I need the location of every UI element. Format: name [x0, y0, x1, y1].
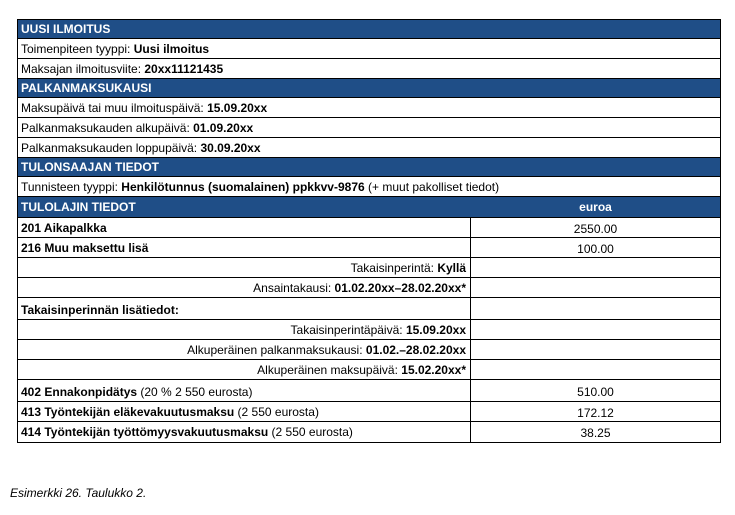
identifier-type-row [18, 177, 720, 197]
income-row-402 [18, 380, 720, 402]
income-amount-402: 510.00 [577, 385, 614, 399]
section-header-pay-period: PALKANMAKSUKAUSI [18, 79, 720, 98]
action-type-label: Toimenpiteen tyyppi: [21, 42, 134, 56]
income-code-216: 216 Muu maksettu lisä [21, 241, 149, 255]
income-amount-413: 172.12 [577, 406, 614, 420]
income-amount-216: 100.00 [577, 242, 614, 256]
original-period-value: 01.02.–28.02.20xx [365, 343, 466, 357]
recovery-date-value: 15.09.20xx [405, 323, 466, 337]
income-note-413: (2 550 eurosta) [234, 405, 319, 419]
income-code-414: 414 Työntekijän työttömyysvakuutusmaksu [21, 425, 269, 439]
period-start-row [18, 118, 720, 138]
original-payday-row [18, 360, 720, 380]
income-unit-header: euroa [579, 200, 612, 214]
recovery-value: Kyllä [437, 261, 466, 275]
earning-period-row [18, 278, 720, 298]
payment-date-label: Maksupäivä tai muu ilmoituspäivä: [21, 101, 208, 115]
report-table [17, 19, 721, 443]
period-end-row [18, 138, 720, 158]
income-code-413: 413 Työntekijän eläkevakuutusmaksu [21, 405, 235, 419]
income-note-414: (2 550 eurosta) [268, 425, 353, 439]
identifier-type-label: Tunnisteen tyyppi: [21, 180, 122, 194]
income-row-414 [18, 422, 720, 442]
section-header-recipient: TULONSAAJAN TIEDOT [18, 158, 720, 177]
earning-period-label: Ansaintakausi: [253, 281, 335, 295]
original-payday-label: Alkuperäinen maksupäivä: [257, 363, 402, 377]
payment-date-value: 15.09.20xx [207, 101, 268, 115]
income-row-201 [18, 218, 720, 238]
period-end-value: 30.09.20xx [200, 141, 261, 155]
original-period-row [18, 340, 720, 360]
recovery-details-title-row [18, 298, 720, 320]
income-type-title: TULOLAJIN TIEDOT [21, 200, 136, 214]
income-code-201: 201 Aikapalkka [21, 221, 107, 235]
payer-reference-row [18, 59, 720, 79]
period-end-label: Palkanmaksukauden loppupäivä: [21, 141, 201, 155]
section-header-new-notice: UUSI ILMOITUS [18, 20, 720, 39]
identifier-type-value: Henkilötunnus (suomalainen) ppkkvv-9876 [121, 180, 365, 194]
recovery-date-label: Takaisinperintäpäivä: [290, 323, 406, 337]
identifier-type-suffix: (+ muut pakolliset tiedot) [364, 180, 500, 194]
income-amount-414: 38.25 [580, 426, 611, 440]
section-header-income-type [18, 197, 720, 218]
period-start-label: Palkanmaksukauden alkupäivä: [21, 121, 194, 135]
recovery-row [18, 258, 720, 278]
income-amount-201: 2550.00 [573, 222, 618, 236]
income-row-216 [18, 238, 720, 258]
period-start-value: 01.09.20xx [193, 121, 254, 135]
action-type-value: Uusi ilmoitus [133, 42, 210, 56]
income-code-402: 402 Ennakonpidätys [21, 385, 138, 399]
earning-period-value: 01.02.20xx–28.02.20xx* [334, 281, 466, 295]
payer-reference-value: 20xx11121435 [144, 62, 224, 76]
income-row-413 [18, 402, 720, 422]
table-caption: Esimerkki 26. Taulukko 2. [10, 486, 147, 500]
income-note-402: (20 % 2 550 eurosta) [137, 385, 253, 399]
recovery-label: Takaisinperintä: [350, 261, 438, 275]
payment-date-row [18, 98, 720, 118]
recovery-details-title: Takaisinperinnän lisätiedot: [21, 303, 179, 317]
original-payday-value: 15.02.20xx* [401, 363, 466, 377]
action-type-row [18, 39, 720, 59]
payer-reference-label: Maksajan ilmoitusviite: [21, 62, 145, 76]
original-period-label: Alkuperäinen palkanmaksukausi: [187, 343, 366, 357]
recovery-date-row [18, 320, 720, 340]
